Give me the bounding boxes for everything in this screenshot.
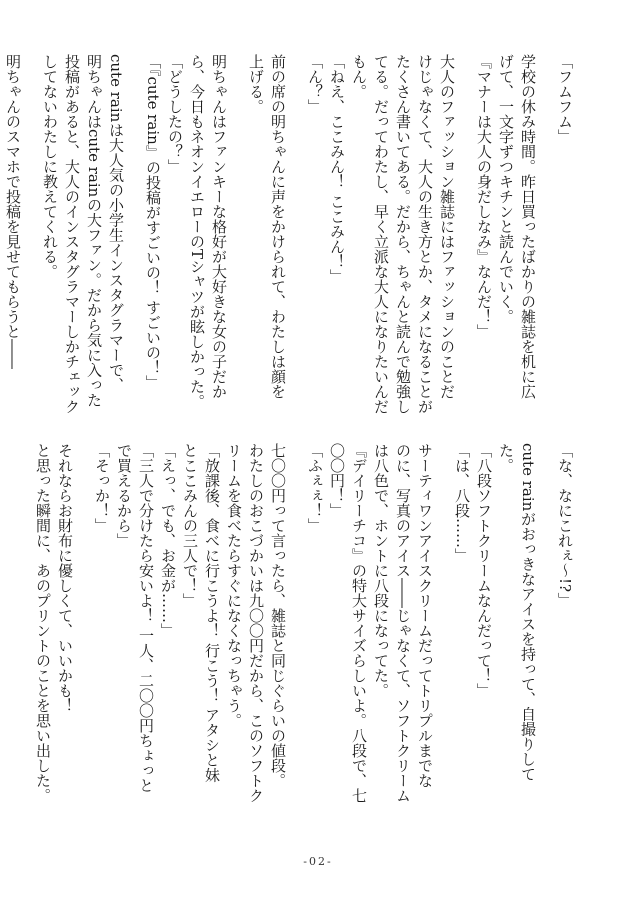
text-line: それならお財布に優しくて、いいかも！: [56, 443, 74, 713]
text-line: 大人のファッション雑誌にはファッションのことだ: [438, 54, 456, 399]
text-line: 「ん？」: [306, 54, 324, 114]
text-line: たくさん書いてある。だから、ちゃんと読んで勉強し: [394, 54, 412, 414]
text-line: ら、今日もネオンイエローのTシャツが眩しかった。: [188, 54, 206, 410]
text-line: サーティワンアイスクリームだってトリプルまでな: [416, 443, 434, 788]
text-line: 前の席の明ちゃんに声をかけられて、わたしは顔を: [269, 54, 287, 399]
text-line: のに、写真のアイス――じゃなくて、ソフトクリーム: [394, 443, 412, 803]
text-line: 「八段ソフトクリームなんだって！」: [475, 443, 493, 698]
text-line: 「『cute rain』の投稿がすごいの！ すごいの！」: [144, 54, 162, 390]
text-line: 「ふぇぇ！」: [306, 443, 324, 533]
text-line: 「は、八段……」: [453, 443, 471, 563]
top-text-block: [4, 54, 576, 422]
text-line: 学校の休み時間。昨日買ったばかりの雑誌を机に広: [519, 54, 537, 399]
text-line: 「ねえ、ここみん！ ここみん！」: [328, 54, 346, 284]
text-line: 七〇〇円って言ったら、雑誌と同じぐらいの値段。: [269, 443, 287, 788]
text-line: けじゃなくて、大人の生き方とか、タメになることが: [416, 54, 434, 414]
text-line: で買えるから」: [115, 443, 133, 548]
text-line: 「フムフム」: [556, 54, 574, 144]
text-line: 投稿があると、大人のインスタグラマーしかチェック: [63, 54, 81, 414]
text-line: とここみんの三人で！」: [181, 443, 199, 608]
text-line: 「そっか！」: [93, 443, 111, 533]
text-line: 「な、なにこれぇ～!?」: [556, 443, 574, 608]
text-line: 「放課後、食べに行こうよ！ 行こう！ アタシと妹: [203, 443, 221, 783]
text-line: は八色で、ホントに八段になってた。: [372, 443, 390, 698]
text-line: 『デイリーチコ』の特大サイズらしいよ。八段で、七: [350, 443, 368, 803]
text-line: 明ちゃんはファンキーな格好が大好きな女の子だか: [210, 54, 228, 399]
text-line: もん。: [350, 54, 368, 99]
text-line: げて、一文字ずつキチンと読んでいく。: [497, 54, 515, 324]
text-line: 『マナーは大人の身だしなみ』なんだ！」: [475, 54, 493, 339]
text-line: cute rainは大人気の小学生インスタグラマーで、: [107, 54, 125, 393]
bottom-text-block: [34, 443, 576, 823]
text-line: 「どうしたの？」: [166, 54, 184, 174]
text-line: と思った瞬間に、あのプリントのことを思い出した。: [34, 443, 52, 803]
text-line: してないわたしに教えてくれる。: [41, 54, 59, 279]
text-line: 上げる。: [247, 54, 265, 114]
text-line: 明ちゃんのスマホで投稿を見せてもらうと――: [4, 54, 22, 369]
page-number: -02-: [303, 855, 333, 868]
text-line: わたしのおこづかいは九〇〇円だから、このソフトク: [247, 443, 265, 803]
text-line: てる。だってわたし、早く立派な大人になりたいんだ: [372, 54, 390, 414]
text-line: リームを食べたらすぐになくなっちゃう。: [225, 443, 243, 728]
text-line: cute rainがおっきなアイスを持って、自撮りして: [519, 443, 537, 782]
text-line: 〇〇円！」: [328, 443, 346, 518]
text-line: 明ちゃんはcute rainの大ファン。だから気に入った: [85, 54, 103, 408]
text-line: 「えっ、でも、お金が……」: [159, 443, 177, 638]
text-line: 「三人で分けたら安いよ！ 一人、二〇〇円ちょっと: [137, 443, 155, 793]
text-line: た。: [497, 443, 515, 473]
